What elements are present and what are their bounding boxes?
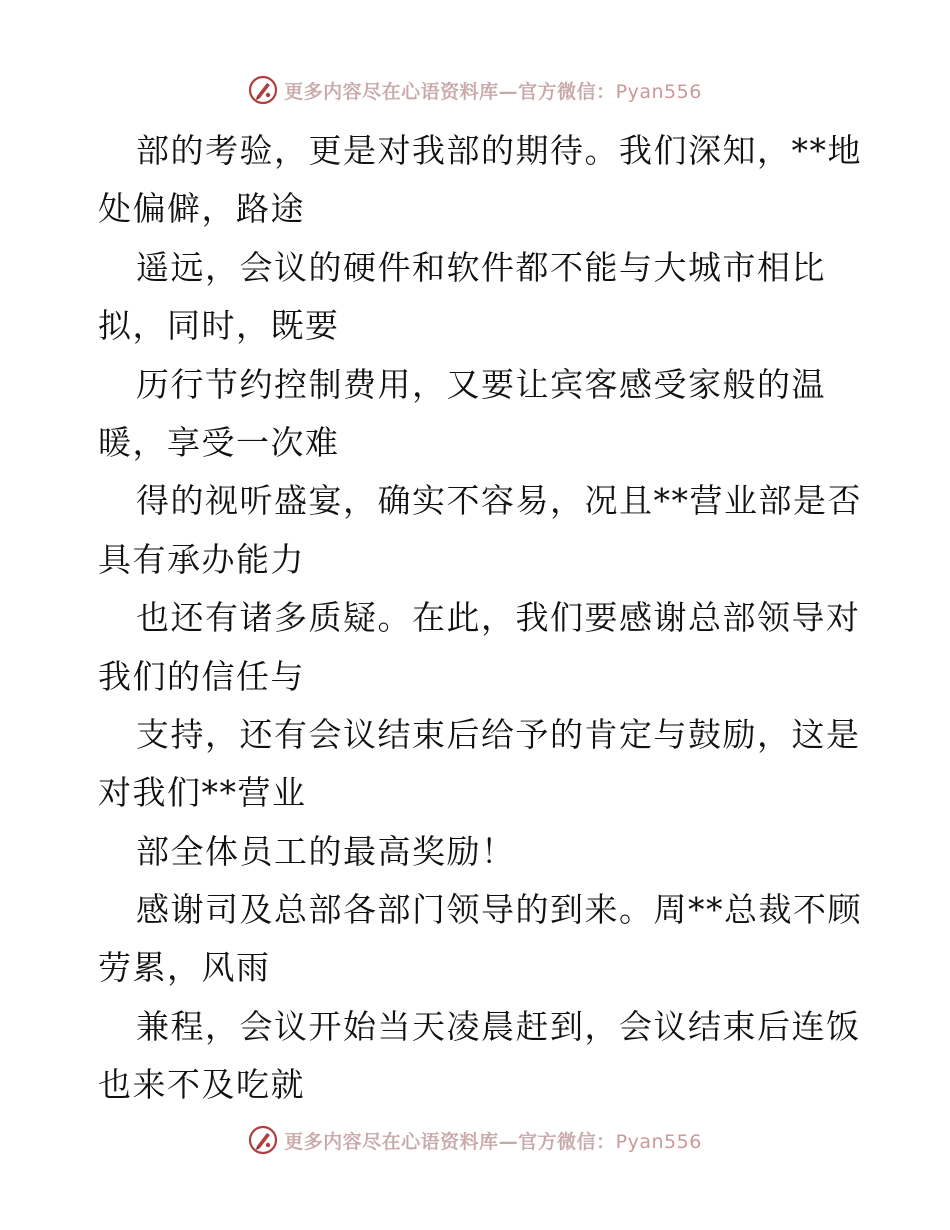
text-line: 兼程，会议开始当天凌晨赶到，会议结束后连饭 bbox=[136, 1006, 861, 1046]
text-line: 拟，同时，既要 bbox=[98, 306, 340, 346]
text-line: 暖，享受一次难 bbox=[98, 422, 340, 462]
pen-seal-icon bbox=[248, 75, 278, 105]
watermark-handle: Pyan556 bbox=[615, 1130, 702, 1153]
text-line: 具有承办能力 bbox=[98, 539, 305, 579]
watermark-text: 更多内容尽在心语资料库—官方微信：Pyan556 bbox=[284, 1130, 702, 1153]
text-line: 得的视听盛宴，确实不容易，况且**营业部是否 bbox=[136, 481, 862, 521]
footer-watermark bbox=[0, 1120, 950, 1160]
text-line: 处偏僻，路途 bbox=[98, 189, 305, 229]
watermark-text: 更多内容尽在心语资料库—官方微信：Pyan556 bbox=[284, 80, 702, 103]
text-line: 感谢司及总部各部门领导的到来。周**总裁不顾 bbox=[136, 890, 862, 930]
document-body bbox=[98, 122, 868, 1115]
text-line: 也来不及吃就 bbox=[98, 1065, 305, 1105]
text-line: 部的考验，更是对我部的期待。我们深知，**地 bbox=[136, 131, 862, 170]
text-line: 遥远，会议的硬件和软件都不能与大城市相比 bbox=[136, 247, 826, 287]
text-line: 对我们**营业 bbox=[98, 773, 307, 813]
pen-seal-icon bbox=[248, 1125, 278, 1155]
text-line: 历行节约控制费用，又要让宾客感受家般的温 bbox=[136, 364, 826, 404]
header-watermark bbox=[0, 70, 950, 110]
text-line: 部全体员工的最高奖励！ bbox=[136, 831, 516, 871]
watermark-handle: Pyan556 bbox=[615, 80, 702, 103]
text-line: 支持，还有会议结束后给予的肯定与鼓励，这是 bbox=[136, 714, 861, 754]
text-line: 也还有诸多质疑。在此，我们要感谢总部领导对 bbox=[136, 598, 861, 638]
text-line: 劳累，风雨 bbox=[98, 948, 271, 988]
text-line: 我们的信任与 bbox=[98, 656, 305, 696]
